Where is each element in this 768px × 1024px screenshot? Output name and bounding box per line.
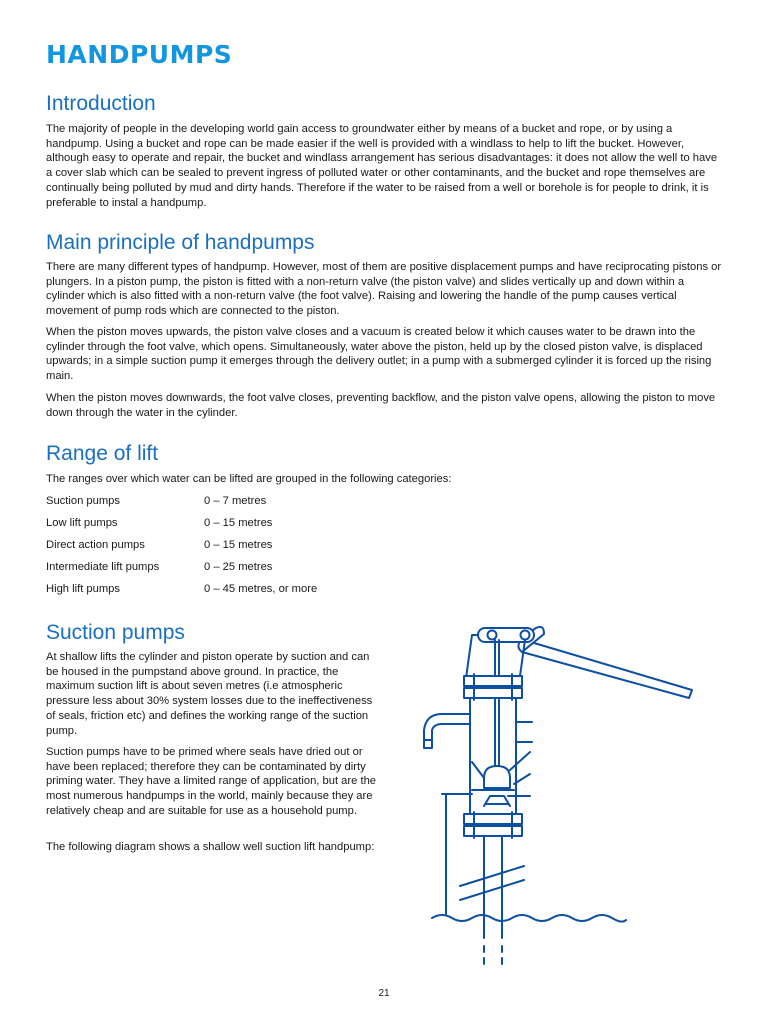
page-number: 21 [378, 988, 390, 999]
suction-pumps-paragraph-1: At shallow lifts the cylinder and piston operate by suction and can be housed in the pumpstand above ground. In practice, the maximum suction lift is about seven metres (i.e atmospheric pressure less about 30% system losses due to the ineffectiveness of seals, friction etc) and defines the working range of the suction pump. [46, 651, 373, 737]
introduction-paragraph: The majority of people in the developing world gain access to groundwater either by means of a bucket and rope, or by using a handpump. Using a bucket and rope can be made easier if the well is provided with a windlass to help to lift the bucket. However, although easy to operate and repair, the bucket and windlass arrangement has serious disadvantages: it does not allow the well to have a cover slab which can be sealed to prevent ingress of polluted water or other contaminants, and the bucket and rope themselves are continually being polluted by mud and dirty hands. Therefore if the water to be raised from a well or borehole is for people to drink, it is preferable to instal a handpump. [46, 123, 718, 209]
pump-handle [518, 627, 692, 698]
lift-range: 0 – 15 metres [204, 517, 273, 529]
range-of-lift-heading: Range of lift [46, 442, 159, 465]
lift-category: High lift pumps [46, 583, 120, 595]
suction-pumps-heading: Suction pumps [46, 621, 185, 644]
foot-valve [484, 796, 510, 806]
lift-range: 0 – 7 metres [204, 495, 267, 507]
lift-category: Direct action pumps [46, 539, 145, 551]
lift-category: Suction pumps [46, 495, 121, 507]
main-principle-heading: Main principle of handpumps [46, 231, 315, 254]
delivery-spout [424, 714, 470, 748]
water-surface [432, 915, 626, 922]
introduction-heading: Introduction [46, 92, 156, 115]
suction-pumps-paragraph-3: The following diagram shows a shallow well suction lift handpump: [46, 841, 375, 853]
main-principle-paragraph-2: When the piston moves upwards, the piston valve closes and a vacuum is created below it which causes water to be drawn into the cylinder through the foot valve, which opens. Simultaneously, water above the piston, held up by the closed piston valve, is displaced upwards; in a simple suction pump it emerges through the delivery outlet; in a pump with a submerged cylinder it is forced up the rising main. [46, 326, 712, 383]
lift-category: Intermediate lift pumps [46, 561, 160, 573]
suction-handpump-diagram [412, 618, 702, 973]
suction-lift-dimension [442, 794, 472, 914]
suction-pipe [484, 836, 502, 964]
pump-rod [495, 640, 499, 776]
lift-category: Low lift pumps [46, 517, 118, 529]
range-of-lift-intro: The ranges over which water can be lifted are grouped in the following categories: [46, 473, 452, 485]
suction-pumps-paragraph-2: Suction pumps have to be primed where seals have dried out or have been replaced; therefore they can be contaminated by dirty priming water. They have a limited range of application, but are the most numerous handpumps in the world, mainly because they are relatively cheap and are suitable for use as a household pump. [46, 746, 377, 817]
ground-hatching [460, 866, 524, 900]
lift-range: 0 – 15 metres [204, 539, 273, 551]
main-principle-paragraph-3: When the piston moves downwards, the foot valve closes, preventing backflow, and the piston valve opens, allowing the piston to move down through the water in the cylinder. [46, 392, 716, 419]
main-principle-paragraph-1: There are many different types of handpump. However, most of them are positive displacement pumps and have reciprocating pistons or plungers. In a piston pump, the piston is fitted with a non-return valve (the piston valve) and slides vertically up and down within a cylinder which is also fitted with a non-return valve (the foot valve). Raising and lowering the handle of the pump causes vertical movement of pump rods which are connected to the piston. [46, 261, 722, 318]
lift-range: 0 – 25 metres [204, 561, 273, 573]
lower-flange [464, 812, 522, 838]
page-title: HANDPUMPS [46, 40, 233, 69]
pump-barrel [464, 674, 522, 814]
lift-range: 0 – 45 metres, or more [204, 583, 318, 595]
